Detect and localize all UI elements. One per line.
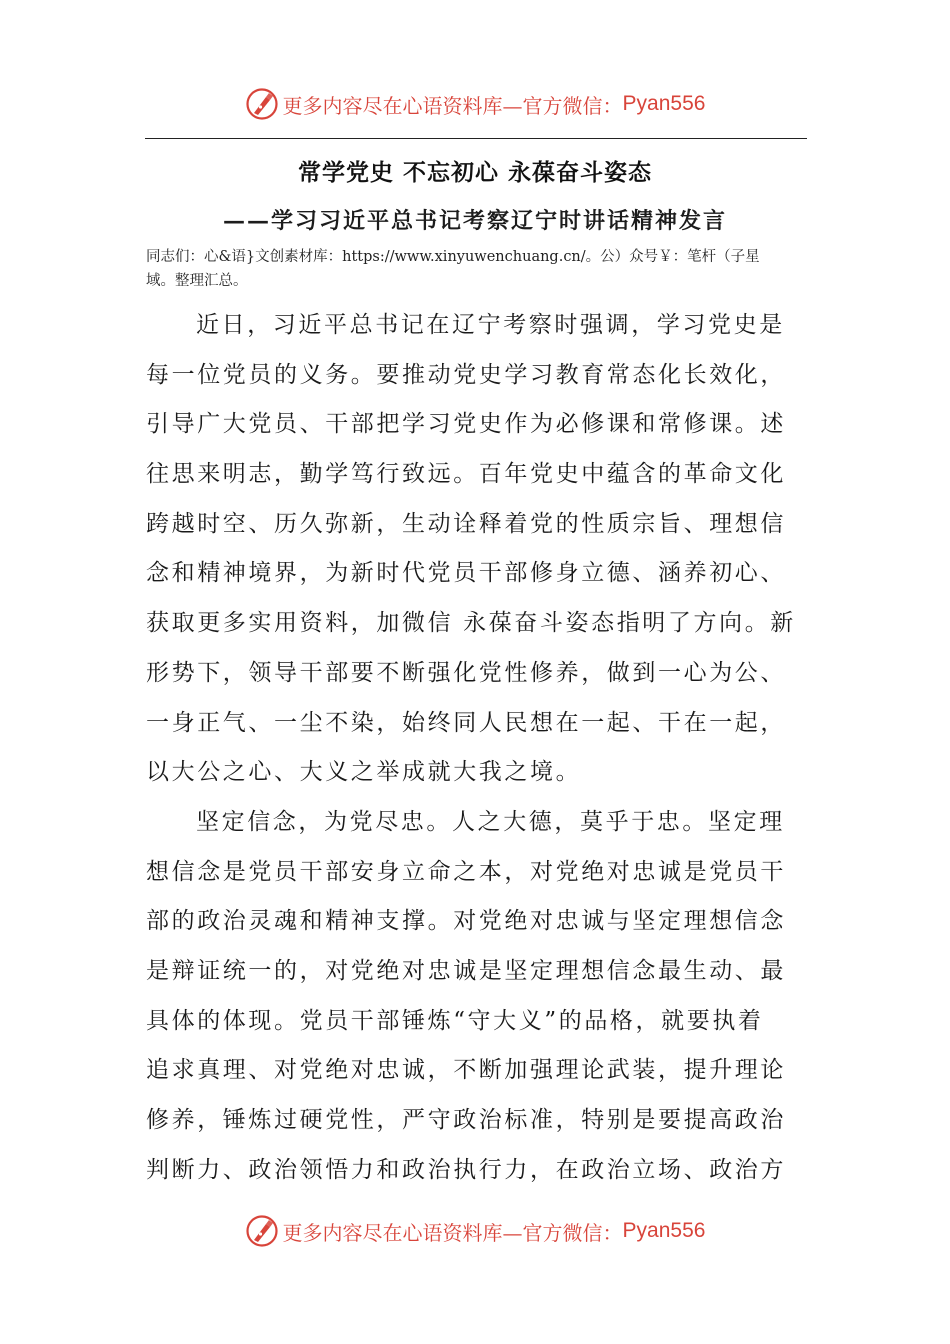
document-title: 常学党史 不忘初心 永葆奋斗姿态 xyxy=(297,160,652,186)
pen-nib-logo-icon xyxy=(245,87,279,121)
paragraph-line: 近日，习近平总书记在辽宁考察时强调，学习党史是 xyxy=(196,312,785,338)
header-rule xyxy=(145,138,807,139)
pen-nib-logo-icon xyxy=(245,1214,279,1248)
document-subtitle: ——学习习近平总书记考察辽宁时讲话精神发言 xyxy=(222,208,727,234)
paragraph-line: 念和精神境界，为新时代党员干部修身立德、涵养初心、 xyxy=(146,560,786,587)
paragraph-2 xyxy=(146,798,808,1196)
paragraph-line: 修养，锤炼过硬党性，严守政治标准，特别是要提高政治 xyxy=(146,1107,786,1133)
watermark-promo-text: 更多内容尽在心语资料库—官方微信： xyxy=(282,1220,623,1245)
watermark-promo-text: 更多内容尽在心语资料库—官方微信： xyxy=(282,93,623,118)
paragraph-line: 引导广大党员、干部把学习党史作为必修课和常修课。述 xyxy=(146,411,786,438)
header-watermark xyxy=(0,84,950,124)
paragraph-line: 部的政治灵魂和精神支撑。对党绝对忠诚与坚定理想信念 xyxy=(146,908,786,935)
document-body xyxy=(146,301,808,1195)
paragraph-1 xyxy=(146,301,808,798)
paragraph-line: 坚定信念，为党尽忠。人之大德，莫乎于忠。坚定理 xyxy=(196,808,785,835)
paragraph-line: 跨越时空、历久弥新，生动诠释着党的性质宗旨、理想信 xyxy=(146,510,786,537)
paragraph-line: 往思来明志，勤学笃行致远。百年党史中蕴含的革命文化 xyxy=(146,461,786,488)
paragraph-line: 一身正气、一尘不染，始终同人民想在一起、干在一起， xyxy=(146,709,786,736)
paragraph-line: 追求真理、对党绝对忠诚，不断加强理论武装，提升理论 xyxy=(146,1057,786,1084)
paragraph-line: 判断力、政治领悟力和政治执行力，在政治立场、政治方 xyxy=(146,1156,786,1183)
paragraph-line: 是辩证统一的，对党绝对忠诚是坚定理想信念最生动、最 xyxy=(146,957,786,984)
watermark-wechat-handle: Pyan556 xyxy=(622,92,706,115)
source-note-line: 域。整理汇总。 xyxy=(146,273,248,289)
paragraph-line: 获取更多实用资料，加微信 永葆奋斗姿态指明了方向。新 xyxy=(146,610,796,637)
source-note-line: 同志们：心&语}文创素材库：https://www.xinyuwenchuang.cn/。公）众号￥：笔杆（子星 xyxy=(146,249,760,265)
paragraph-line: 每一位党员的义务。要推动党史学习教育常态化长效化， xyxy=(146,361,786,388)
paragraph-line: 以大公之心、大义之举成就大我之境。 xyxy=(146,759,582,786)
paragraph-line: 具体的体现。党员干部锤炼“守大义”的品格，就要执着 xyxy=(146,1007,764,1034)
source-note xyxy=(146,245,808,293)
watermark-wechat-handle: Pyan556 xyxy=(622,1219,706,1242)
paragraph-line: 形势下，领导干部要不断强化党性修养，做到一心为公、 xyxy=(146,659,786,686)
paragraph-line: 想信念是党员干部安身立命之本，对党绝对忠诚是党员干 xyxy=(146,858,786,885)
footer-watermark xyxy=(0,1211,950,1251)
